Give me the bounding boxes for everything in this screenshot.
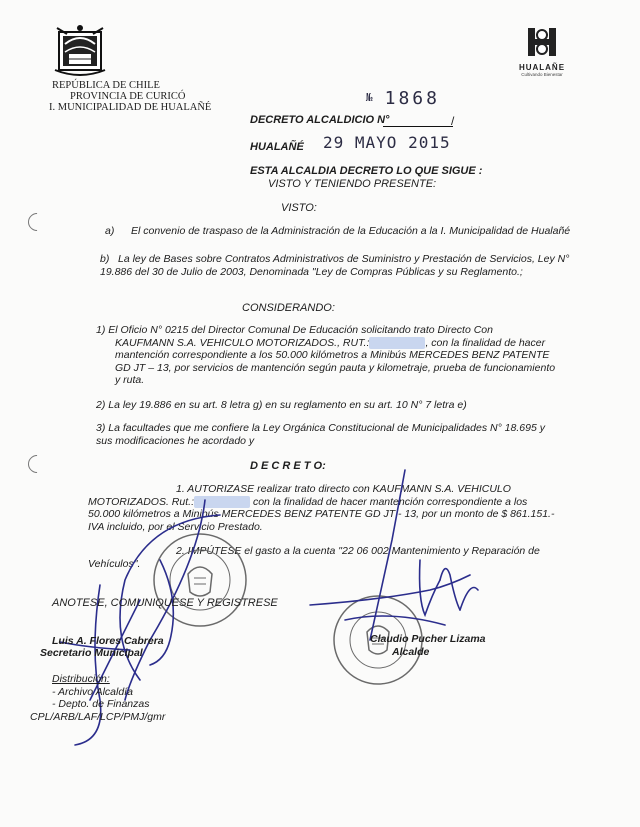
c1-line2a: KAUFMANN S.A. VEHICULO MOTORIZADOS., RUT.: — [115, 336, 370, 349]
punch-hole-mark — [24, 451, 49, 476]
considerando-item-1 — [96, 324, 586, 387]
visto-text-b: La ley de Bases sobre Contratos Administrativos de Suministro y Prestación de Servicios, Ley N° 19.886 del 30 de Julio de 2003, Denominada "Ley de Compras Públicas y su Reglamento.; — [100, 253, 570, 278]
org-line-municipality: I. MUNICIPALIDAD DE HUALAÑÉ — [49, 102, 212, 113]
initials: CPL/ARB/LAF/LCP/PMJ/gmr — [30, 710, 166, 723]
visto-item-a — [105, 225, 585, 238]
visto-title: VISTO: — [281, 202, 317, 214]
distribution-item-finanzas: - Depto. de Finanzas — [52, 698, 150, 710]
punch-hole-mark — [24, 209, 49, 234]
org-line-province: PROVINCIA DE CURICÓ — [70, 91, 186, 102]
visto-item-b — [100, 253, 582, 278]
considerando-title: CONSIDERANDO: — [242, 302, 335, 314]
visto-marker-b: b) — [100, 253, 110, 265]
c3-line2: sus modificaciones he acordado y — [96, 434, 255, 447]
d1-line4: IVA incluido, por el Servicio Prestado. — [88, 520, 263, 533]
c1-line1: 1) El Oficio N° 0215 del Director Comunal De Educación solicitando trato Directo Con — [96, 324, 493, 336]
d1-line2 — [88, 496, 588, 509]
c1-line3: mantención correspondiente a los 50.000 kilómetros a Minibús MERCEDES BENZ PATENTE — [115, 349, 550, 362]
redacted-rut — [369, 337, 425, 349]
visto-marker-a: a) — [105, 225, 115, 237]
place-label: HUALAÑÉ — [250, 141, 304, 153]
mayor-title: Alcalde — [392, 646, 430, 658]
c1-line5: y ruta. — [115, 374, 145, 387]
decree-number-underline — [383, 126, 453, 127]
d1-line3: 50.000 kilómetros a Minibús MERCEDES BENZ PATENTE GD JT - 13, por un monto de $ 861.151.- — [88, 508, 555, 521]
decree-heading: ESTA ALCALDIA DECRETO LO QUE SIGUE : — [250, 165, 483, 177]
brand-name: HUALAÑE — [518, 63, 566, 72]
underline-slash: / — [451, 114, 455, 128]
d1-line1: 1. AUTORIZASE realizar trato directo con KAUFMANN S.A. VEHICULO — [176, 483, 511, 495]
redacted-rut — [194, 496, 250, 508]
distribution-label: Distribución: — [52, 673, 110, 685]
municipal-secretary-stamp — [150, 530, 250, 635]
decree-number-stamp: № 1868 — [366, 88, 440, 109]
considerando-item-2: 2) La ley 19.886 en su art. 8 letra g) en su reglamento en su art. 10 N° 7 letra e) — [96, 399, 467, 411]
decree-subheading: VISTO Y TENIENDO PRESENTE: — [268, 178, 437, 190]
d2-line1: 2. IMPÚTESE el gasto a la cuenta "22 06 002 Mantenimiento y Reparación de — [176, 545, 540, 557]
mayor-name: Claudio Pucher Lizama — [370, 633, 486, 645]
c3-line1: 3) La facultades que me confiere la Ley Orgánica Constitucional de Municipalidades N° 18.695 y — [96, 422, 545, 434]
c1-line2b: , con la finalidad de hacer — [425, 336, 546, 349]
visto-text-a: El convenio de traspaso de la Administración de la Educación a la I. Municipalidad de Hualañé — [131, 225, 571, 237]
decree-number-value: 1868 — [384, 88, 440, 109]
closing-text: ANOTESE, COMUNIQUESE Y REGISTRESE — [52, 597, 278, 609]
coat-of-arms-logo — [55, 24, 105, 76]
d1-line2b: con la finalidad de hacer mantención correspondiente a los — [252, 495, 528, 508]
decreto-paragraph-1 — [88, 483, 588, 533]
hualane-brand-logo — [512, 26, 572, 82]
date-stamp: 29 MAYO 2015 — [323, 133, 451, 152]
distribution-item-archivo: - Archivo Alcaldía — [52, 685, 133, 698]
org-line-country: REPÚBLICA DE CHILE — [52, 80, 160, 91]
d1-line2a: MOTORIZADOS. Rut.: — [88, 495, 194, 508]
c1-line2 — [96, 337, 586, 350]
distribution-block — [30, 673, 166, 723]
c1-line4: GD JT – 13, por servicios de mantención según pauta y kilometraje, prueba de funcionamiento — [115, 361, 556, 374]
d2-line2: Vehículos". — [88, 557, 141, 570]
decreto-title: D E C R E T O: — [250, 460, 326, 472]
considerando-item-3 — [96, 422, 586, 447]
secretary-name: Luis A. Flores Cabrera — [52, 635, 164, 647]
brand-tagline: Cultivando Bienestar — [521, 72, 563, 77]
secretary-title: Secretario Municipal — [40, 647, 143, 659]
decree-title-label: DECRETO ALCALDICIO N° — [250, 114, 390, 126]
hualane-h-icon — [525, 26, 559, 58]
